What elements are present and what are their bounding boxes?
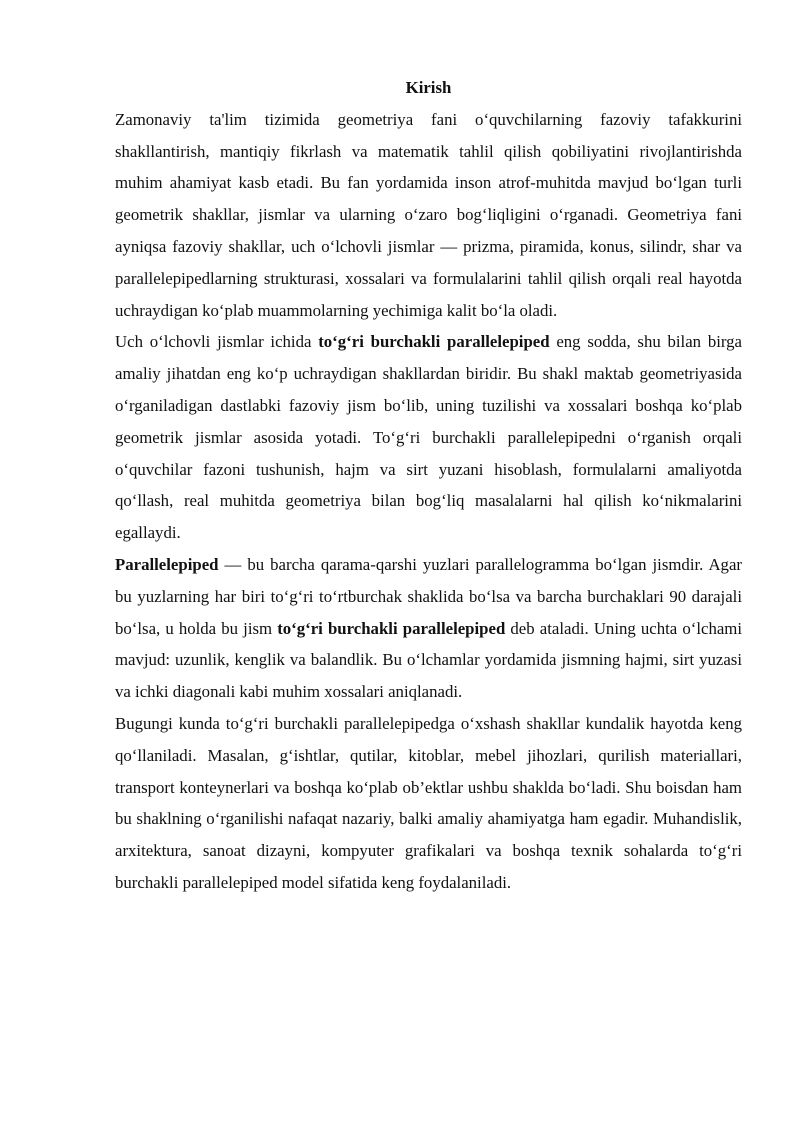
paragraph-3-bold-definition: to‘g‘ri burchakli parallelepiped xyxy=(277,618,506,638)
paragraph-2-text-after: eng sodda, shu bilan birga amaliy jihatdan eng ko‘p uchraydigan shakllardan biridir. Bu shakl maktab geometriyasida o‘rganiladigan dastlabki fazoviy jism bo‘lib, uning tuzilishi va xossalari boshqa ko‘plab geometrik jismlar asosida yotadi. To‘g‘ri burchakli parallelepipedni o‘rganish orqali o‘quvchilar fazoni tushunish, hajm va sirt yuzani hisoblash, formulalarni amaliyotda qo‘llash, real muhitda geometriya bilan bog‘liq masalalarni hal qilish ko‘nikmalarini egallaydi. xyxy=(115,332,742,543)
paragraph-3-bold-term: Parallelepiped xyxy=(115,554,219,574)
paragraph-1-text: Zamonaviy ta'lim tizimida geometriya fani o‘quvchilarning fazoviy tafakkurini shakllantirish, mantiqiy fikrlash va matematik tahlil qilish qobiliyatini rivojlantirishda muhim ahamiyat kasb etadi. Bu fan yordamida inson atrof-muhitda mavjud bo‘lgan turli geometrik shakllar, jismlar va ularning o‘zaro bog‘liqligini o‘rganadi. Geometriya fani ayniqsa fazoviy shakllar, uch o‘lchovli jismlar — prizma, piramida, konus, silindr, shar va parallelepipedlarning strukturasi, xossalari va formulalarini tahlil qilish orqali real hayotda uchraydigan ko‘plab muammolarning yechimiga kalit bo‘la oladi. xyxy=(115,109,742,320)
paragraph-3-text-after: deb ataladi. Uning uchta o‘lchami mavjud: uzunlik, kenglik va balandlik. Bu o‘lchamlar yordamida jismning hajmi, sirt yuzasi va ichki diagonali kabi muhim xossalari aniqlanadi. xyxy=(115,618,743,702)
paragraph-2-bold-term: to‘g‘ri burchakli parallelepiped xyxy=(318,332,550,352)
document-title: Kirish xyxy=(405,78,452,97)
paragraph-4-text: Bugungi kunda to‘g‘ri burchakli parallelepipedga o‘xshash shakllar kundalik hayotda keng qo‘llaniladi. Masalan, g‘ishtlar, qutilar, kitoblar, mebel jihozlari, qurilish materiallari, transport konteynerlari va boshqa ko‘plab ob’ektlar ushbu shaklda bo‘ladi. Shu boisdan ham bu shaklning o‘rganilishi nafaqat nazariy, balki amaliy ahamiyatga ham egadir. Muhandislik, arxitektura, sanoat dizayni, kompyuter grafikalari va boshqa texnik sohalarda to‘g‘ri burchakli parallelepiped model sifatida keng foydalaniladi. xyxy=(115,713,742,892)
paragraph-3 xyxy=(115,549,742,708)
paragraph-2 xyxy=(115,326,742,549)
document-page xyxy=(115,72,742,899)
paragraph-3-text-mid: — bu barcha qarama-qarshi yuzlari parallelogramma bo‘lgan jismdir. Agar bu yuzlarning har biri to‘g‘ri to‘rtburchak shaklida bo‘lsa va barcha burchaklari 90 darajali bo‘lsa, u holda bu jism xyxy=(115,554,742,638)
paragraph-1 xyxy=(115,104,742,327)
paragraph-2-text-before: Uch o‘lchovli jismlar ichida xyxy=(115,332,319,352)
paragraph-4 xyxy=(115,708,742,899)
